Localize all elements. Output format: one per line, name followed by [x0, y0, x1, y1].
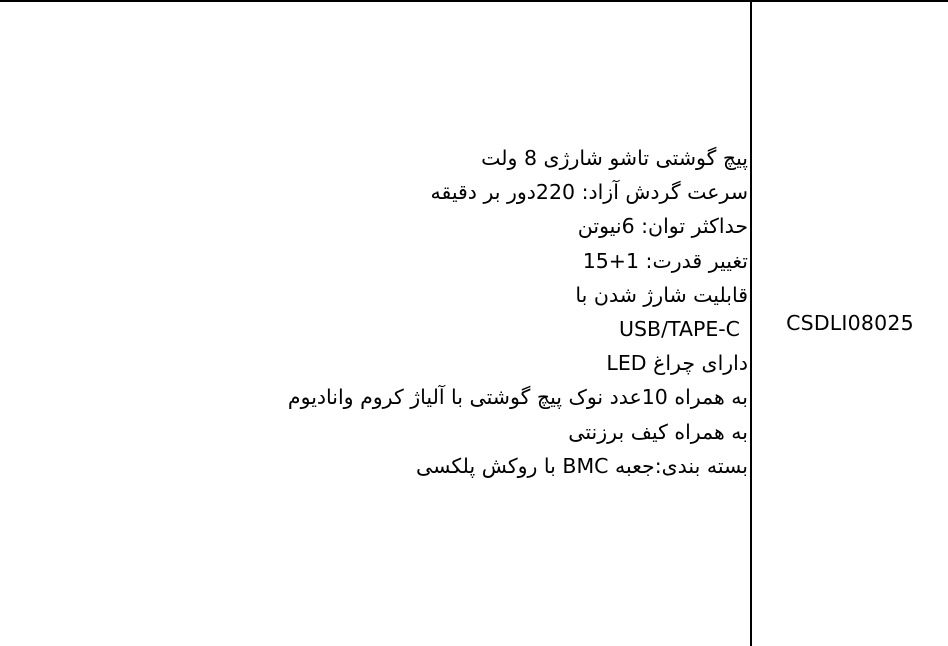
product-description-list [288, 141, 748, 483]
description-line: سرعت گردش آزاد: 220دور بر دقیقه [430, 180, 748, 205]
description-line: USB/TAPE-C [619, 316, 740, 341]
product-code-cell [752, 0, 948, 646]
description-line: بسته بندی:جعبه BMC با روکش پلکسی [415, 453, 748, 478]
product-code: CSDLI08025 [786, 311, 914, 335]
description-line: حداکثر توان: 6نیوتن [577, 214, 748, 239]
description-line: دارای چراغ LED [606, 351, 748, 376]
description-line: به همراه کیف برزنتی [568, 419, 748, 444]
description-line: به همراه 10عدد نوک پیچ گوشتی با آلیاژ کروم وانادیوم [287, 385, 748, 410]
description-line: پیچ گوشتی تاشو شارژی 8 ولت [481, 146, 748, 170]
description-line: تغییر قدرت: 1+15 [582, 248, 748, 273]
description-line: قابلیت شارژ شدن با [575, 282, 748, 307]
